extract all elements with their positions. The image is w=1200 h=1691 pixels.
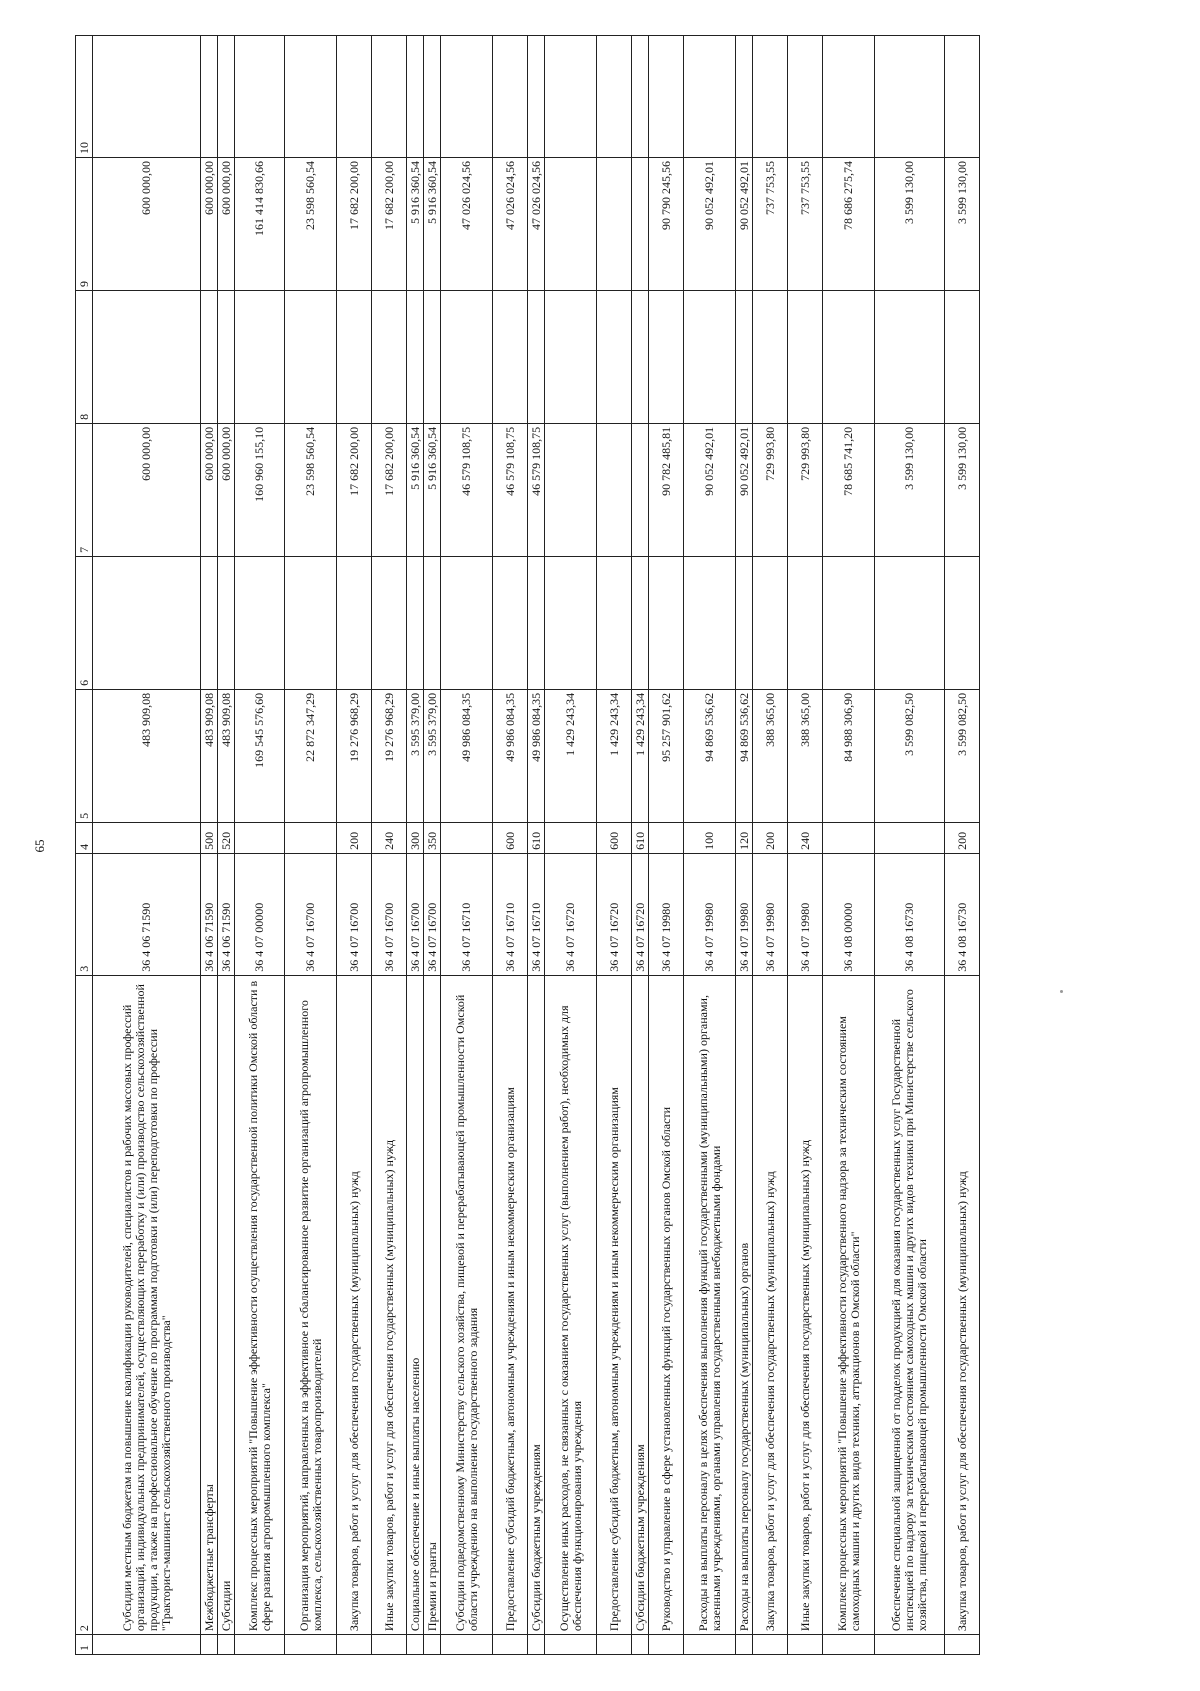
table-row — [736, 36, 753, 1655]
cell-col1 — [424, 1635, 441, 1655]
cell-col9 — [632, 157, 649, 290]
cell-vr — [649, 822, 684, 853]
cell-name: Предоставление субсидий бюджетным, автономным учреждениям и иным некоммерческим организациям — [597, 975, 632, 1634]
cell-col1 — [407, 1635, 424, 1655]
table-row — [285, 36, 337, 1655]
cell-col10 — [407, 36, 424, 158]
cell-col8 — [788, 290, 823, 423]
cell-name: Руководство и управление в сфере установленных функций государственных органов Омской области — [649, 975, 684, 1634]
cell-col9: 47 026 024,56 — [528, 157, 545, 290]
cell-code: 36 4 06 71590 — [201, 853, 218, 975]
cell-col1 — [632, 1635, 649, 1655]
cell-vr: 500 — [201, 822, 218, 853]
cell-col8 — [424, 290, 441, 423]
table-row — [201, 36, 218, 1655]
column-header-1: 1 — [76, 1635, 93, 1655]
cell-code: 36 4 07 16720 — [632, 853, 649, 975]
cell-col10 — [424, 36, 441, 158]
cell-col7: 729 993,80 — [753, 423, 788, 556]
cell-vr: 600 — [493, 822, 528, 853]
cell-col7: 5 916 360,54 — [424, 423, 441, 556]
cell-vr: 350 — [424, 822, 441, 853]
table-row — [632, 36, 649, 1655]
cell-name: Субсидии — [218, 975, 235, 1634]
table-row — [407, 36, 424, 1655]
cell-col1 — [788, 1635, 823, 1655]
cell-col8 — [597, 290, 632, 423]
cell-code: 36 4 07 16710 — [528, 853, 545, 975]
cell-col6 — [201, 556, 218, 689]
table-row — [337, 36, 372, 1655]
cell-code: 36 4 07 16710 — [493, 853, 528, 975]
cell-col1 — [235, 1635, 285, 1655]
cell-code: 36 4 07 19980 — [788, 853, 823, 975]
cell-name: Закупка товаров, работ и услуг для обеспечения государственных (муниципальных) нужд — [337, 975, 372, 1634]
cell-col9: 600 000,00 — [218, 157, 235, 290]
cell-col10 — [788, 36, 823, 158]
cell-col6 — [285, 556, 337, 689]
cell-col5: 49 986 084,35 — [441, 689, 493, 822]
cell-col7: 90 052 492,01 — [736, 423, 753, 556]
cell-code: 36 4 08 16730 — [945, 853, 980, 975]
cell-name: Организация мероприятий, направленных на эффективное и сбалансированное развитие организаций агропромышленного комплекса, сельскохозяйственных товаропроизводителей — [285, 975, 337, 1634]
cell-col8 — [823, 290, 875, 423]
scan-speck — [1060, 990, 1063, 993]
cell-col6 — [493, 556, 528, 689]
cell-col9: 3 599 130,00 — [945, 157, 980, 290]
cell-col6 — [407, 556, 424, 689]
cell-col10 — [235, 36, 285, 158]
cell-col5: 94 869 536,62 — [736, 689, 753, 822]
cell-col6 — [649, 556, 684, 689]
cell-col10 — [545, 36, 597, 158]
cell-col7 — [545, 423, 597, 556]
table-body — [93, 36, 980, 1655]
cell-col8 — [285, 290, 337, 423]
cell-col9: 5 916 360,54 — [407, 157, 424, 290]
cell-name: Обеспечение специальной защищенной от подделок продукцией для оказания государственных услуг Государственной инспекцией по надзору за техническим состоянием самоходных машин и других видов техники при Министерстве сельского хозяйства, пищевой и перерабатывающей промышленности Омской области — [875, 975, 945, 1634]
cell-col5: 3 599 082,50 — [945, 689, 980, 822]
cell-col7: 160 960 155,10 — [235, 423, 285, 556]
cell-name: Премии и гранты — [424, 975, 441, 1634]
cell-col6 — [945, 556, 980, 689]
cell-col10 — [753, 36, 788, 158]
cell-col6 — [218, 556, 235, 689]
cell-code: 36 4 07 19980 — [753, 853, 788, 975]
cell-col6 — [424, 556, 441, 689]
cell-code: 36 4 06 71590 — [93, 853, 201, 975]
cell-vr: 200 — [945, 822, 980, 853]
table-row — [597, 36, 632, 1655]
cell-col10 — [285, 36, 337, 158]
cell-col7: 46 579 108,75 — [441, 423, 493, 556]
cell-code: 36 4 07 16720 — [597, 853, 632, 975]
cell-col10 — [93, 36, 201, 158]
cell-vr — [441, 822, 493, 853]
cell-code: 36 4 07 19980 — [736, 853, 753, 975]
cell-col1 — [93, 1635, 201, 1655]
column-header-10: 10 — [76, 36, 93, 158]
cell-name: Межбюджетные трансферты — [201, 975, 218, 1634]
cell-col6 — [788, 556, 823, 689]
cell-col10 — [632, 36, 649, 158]
cell-col5: 95 257 901,62 — [649, 689, 684, 822]
cell-col9: 90 052 492,01 — [684, 157, 736, 290]
cell-col6 — [235, 556, 285, 689]
cell-col5: 19 276 968,29 — [337, 689, 372, 822]
cell-col5: 49 986 084,35 — [528, 689, 545, 822]
cell-vr: 520 — [218, 822, 235, 853]
cell-col1 — [649, 1635, 684, 1655]
cell-code: 36 4 07 16700 — [372, 853, 407, 975]
cell-col8 — [337, 290, 372, 423]
column-header-8: 8 — [76, 290, 93, 423]
cell-col9: 78 686 275,74 — [823, 157, 875, 290]
table-row — [875, 36, 945, 1655]
cell-col1 — [285, 1635, 337, 1655]
cell-col5: 1 429 243,34 — [632, 689, 649, 822]
rotated-table-container — [75, 35, 1125, 1655]
cell-vr: 200 — [337, 822, 372, 853]
cell-col6 — [684, 556, 736, 689]
table-row — [528, 36, 545, 1655]
cell-col9: 17 682 200,00 — [337, 157, 372, 290]
column-header-6: 6 — [76, 556, 93, 689]
cell-vr: 120 — [736, 822, 753, 853]
cell-name: Предоставление субсидий бюджетным, автономным учреждениям и иным некоммерческим организациям — [493, 975, 528, 1634]
cell-col9: 600 000,00 — [93, 157, 201, 290]
cell-vr — [235, 822, 285, 853]
table-row — [945, 36, 980, 1655]
cell-col6 — [441, 556, 493, 689]
cell-col7: 600 000,00 — [93, 423, 201, 556]
cell-name: Комплекс процессных мероприятий "Повышение эффективности осуществления государственной политики Омской области в сфере развития агропромышленного комплекса" — [235, 975, 285, 1634]
cell-col1 — [528, 1635, 545, 1655]
cell-col9: 5 916 360,54 — [424, 157, 441, 290]
cell-col8 — [201, 290, 218, 423]
cell-col6 — [823, 556, 875, 689]
cell-col8 — [545, 290, 597, 423]
table-row — [788, 36, 823, 1655]
cell-vr — [875, 822, 945, 853]
cell-col1 — [736, 1635, 753, 1655]
cell-vr: 200 — [753, 822, 788, 853]
cell-col8 — [945, 290, 980, 423]
column-header-9: 9 — [76, 157, 93, 290]
cell-code: 36 4 08 16730 — [875, 853, 945, 975]
table-row — [823, 36, 875, 1655]
cell-col10 — [441, 36, 493, 158]
cell-col9: 3 599 130,00 — [875, 157, 945, 290]
cell-col5: 3 599 082,50 — [875, 689, 945, 822]
cell-name: Иные закупки товаров, работ и услуг для обеспечения государственных (муниципальных) нужд — [788, 975, 823, 1634]
cell-name: Субсидии бюджетным учреждениям — [632, 975, 649, 1634]
cell-col9: 737 753,55 — [788, 157, 823, 290]
cell-col1 — [441, 1635, 493, 1655]
cell-col10 — [372, 36, 407, 158]
cell-col5: 388 365,00 — [753, 689, 788, 822]
cell-vr — [93, 822, 201, 853]
cell-col5: 388 365,00 — [788, 689, 823, 822]
cell-col6 — [875, 556, 945, 689]
cell-col8 — [875, 290, 945, 423]
cell-vr: 300 — [407, 822, 424, 853]
cell-col7: 78 685 741,20 — [823, 423, 875, 556]
cell-col7: 90 052 492,01 — [684, 423, 736, 556]
table-row — [424, 36, 441, 1655]
cell-code: 36 4 06 71590 — [218, 853, 235, 975]
table-row — [441, 36, 493, 1655]
cell-vr: 610 — [632, 822, 649, 853]
cell-col5: 169 545 576,60 — [235, 689, 285, 822]
column-header-5: 5 — [76, 689, 93, 822]
cell-col7: 17 682 200,00 — [337, 423, 372, 556]
cell-col8 — [632, 290, 649, 423]
cell-col9: 90 052 492,01 — [736, 157, 753, 290]
cell-col10 — [823, 36, 875, 158]
cell-col7: 729 993,80 — [788, 423, 823, 556]
cell-col9: 47 026 024,56 — [493, 157, 528, 290]
cell-name: Закупка товаров, работ и услуг для обеспечения государственных (муниципальных) нужд — [753, 975, 788, 1634]
cell-col6 — [93, 556, 201, 689]
cell-name: Субсидии местным бюджетам на повышение квалификации руководителей, специалистов и рабочих массовых профессий организаций, индивидуальных предпринимателей, осуществляющих переработку и (или) производство сельскохозяйственной продукции, а также на профессиональное обучение по программам подготовки и (или) переподготовки по профессии "Тракторист-машинист сельскохозяйственного производства" — [93, 975, 201, 1634]
cell-col5: 483 909,08 — [201, 689, 218, 822]
cell-col1 — [218, 1635, 235, 1655]
cell-code: 36 4 08 00000 — [823, 853, 875, 975]
cell-col10 — [875, 36, 945, 158]
cell-col1 — [337, 1635, 372, 1655]
cell-col5: 19 276 968,29 — [372, 689, 407, 822]
cell-col9: 90 790 245,56 — [649, 157, 684, 290]
table-row — [649, 36, 684, 1655]
cell-col5: 1 429 243,34 — [545, 689, 597, 822]
cell-col10 — [337, 36, 372, 158]
cell-col9: 23 598 560,54 — [285, 157, 337, 290]
cell-col7: 17 682 200,00 — [372, 423, 407, 556]
cell-col10 — [201, 36, 218, 158]
cell-code: 36 4 07 16700 — [337, 853, 372, 975]
cell-col7: 600 000,00 — [218, 423, 235, 556]
cell-col8 — [528, 290, 545, 423]
cell-code: 36 4 07 00000 — [235, 853, 285, 975]
cell-vr: 600 — [597, 822, 632, 853]
cell-col7: 46 579 108,75 — [493, 423, 528, 556]
table-row — [684, 36, 736, 1655]
cell-col7 — [632, 423, 649, 556]
cell-col7 — [597, 423, 632, 556]
cell-vr: 100 — [684, 822, 736, 853]
header-row — [76, 36, 93, 1655]
cell-col9: 600 000,00 — [201, 157, 218, 290]
cell-col6 — [545, 556, 597, 689]
cell-col7: 46 579 108,75 — [528, 423, 545, 556]
cell-name: Социальное обеспечение и иные выплаты населению — [407, 975, 424, 1634]
cell-name: Субсидии бюджетным учреждениям — [528, 975, 545, 1634]
cell-col6 — [597, 556, 632, 689]
table-row — [93, 36, 201, 1655]
cell-col1 — [597, 1635, 632, 1655]
cell-col1 — [875, 1635, 945, 1655]
cell-col10 — [493, 36, 528, 158]
cell-col1 — [201, 1635, 218, 1655]
cell-col9: 737 753,55 — [753, 157, 788, 290]
cell-col5: 1 429 243,34 — [597, 689, 632, 822]
cell-col6 — [372, 556, 407, 689]
column-header-7: 7 — [76, 423, 93, 556]
cell-name: Субсидии подведомственному Министерству сельского хозяйства, пищевой и перерабатывающей промышленности Омской области учреждению на выполнение государственного задания — [441, 975, 493, 1634]
cell-col1 — [945, 1635, 980, 1655]
cell-col5: 22 872 347,29 — [285, 689, 337, 822]
cell-col7: 600 000,00 — [201, 423, 218, 556]
page-number: 65 — [32, 839, 47, 853]
cell-name: Осуществление иных расходов, не связанных с оказанием государственных услуг (выполнением работ), необходимых для обеспечения функционирования учреждения — [545, 975, 597, 1634]
cell-col6 — [528, 556, 545, 689]
cell-col10 — [736, 36, 753, 158]
cell-col8 — [493, 290, 528, 423]
cell-code: 36 4 07 16720 — [545, 853, 597, 975]
cell-col8 — [441, 290, 493, 423]
column-header-2: 2 — [76, 975, 93, 1634]
cell-name: Иные закупки товаров, работ и услуг для обеспечения государственных (муниципальных) нужд — [372, 975, 407, 1634]
table-row — [235, 36, 285, 1655]
cell-col1 — [823, 1635, 875, 1655]
cell-col5: 483 909,08 — [218, 689, 235, 822]
cell-code: 36 4 07 16700 — [407, 853, 424, 975]
cell-col5: 49 986 084,35 — [493, 689, 528, 822]
cell-col9: 47 026 024,56 — [441, 157, 493, 290]
table-row — [545, 36, 597, 1655]
cell-col1 — [372, 1635, 407, 1655]
cell-col1 — [684, 1635, 736, 1655]
cell-col8 — [736, 290, 753, 423]
cell-col9: 17 682 200,00 — [372, 157, 407, 290]
cell-vr — [545, 822, 597, 853]
cell-col6 — [753, 556, 788, 689]
cell-col7: 90 782 485,81 — [649, 423, 684, 556]
cell-name: Закупка товаров, работ и услуг для обеспечения государственных (муниципальных) нужд — [945, 975, 980, 1634]
cell-col8 — [684, 290, 736, 423]
cell-col10 — [649, 36, 684, 158]
cell-col5: 94 869 536,62 — [684, 689, 736, 822]
cell-code: 36 4 07 16710 — [441, 853, 493, 975]
cell-col1 — [493, 1635, 528, 1655]
cell-col10 — [945, 36, 980, 158]
cell-col6 — [632, 556, 649, 689]
cell-vr — [823, 822, 875, 853]
cell-col7: 3 599 130,00 — [945, 423, 980, 556]
cell-col10 — [218, 36, 235, 158]
cell-vr — [285, 822, 337, 853]
cell-col9: 161 414 830,66 — [235, 157, 285, 290]
cell-col10 — [684, 36, 736, 158]
table-row — [753, 36, 788, 1655]
cell-col8 — [218, 290, 235, 423]
column-header-3: 3 — [76, 853, 93, 975]
cell-col7: 3 599 130,00 — [875, 423, 945, 556]
cell-col6 — [736, 556, 753, 689]
budget-table — [75, 35, 980, 1655]
cell-code: 36 4 07 19980 — [684, 853, 736, 975]
cell-col5: 3 595 379,00 — [424, 689, 441, 822]
cell-col8 — [93, 290, 201, 423]
cell-col9 — [597, 157, 632, 290]
cell-code: 36 4 07 16700 — [285, 853, 337, 975]
table-row — [218, 36, 235, 1655]
cell-name: Комплекс процессных мероприятий "Повышение эффективности государственного надзора за техническим состоянием самоходных машин и других видов техники, аттракционов в Омской области" — [823, 975, 875, 1634]
cell-vr: 610 — [528, 822, 545, 853]
cell-col8 — [649, 290, 684, 423]
cell-col5: 483 909,08 — [93, 689, 201, 822]
cell-col10 — [597, 36, 632, 158]
cell-code: 36 4 07 16700 — [424, 853, 441, 975]
cell-name: Расходы на выплаты персоналу государственных (муниципальных) органов — [736, 975, 753, 1634]
cell-col8 — [407, 290, 424, 423]
cell-vr: 240 — [372, 822, 407, 853]
cell-col1 — [545, 1635, 597, 1655]
cell-col7: 23 598 560,54 — [285, 423, 337, 556]
cell-col10 — [528, 36, 545, 158]
cell-col7: 5 916 360,54 — [407, 423, 424, 556]
cell-col6 — [337, 556, 372, 689]
cell-col5: 84 988 306,90 — [823, 689, 875, 822]
table-row — [493, 36, 528, 1655]
cell-col9 — [545, 157, 597, 290]
table-row — [372, 36, 407, 1655]
cell-code: 36 4 07 19980 — [649, 853, 684, 975]
cell-col8 — [235, 290, 285, 423]
cell-vr: 240 — [788, 822, 823, 853]
cell-col8 — [753, 290, 788, 423]
cell-col5: 3 595 379,00 — [407, 689, 424, 822]
cell-name: Расходы на выплаты персоналу в целях обеспечения выполнения функций государственными (муниципальными) органами, казенными учреждениями, органами управления государственными внебюджетными фондами — [684, 975, 736, 1634]
cell-col8 — [372, 290, 407, 423]
cell-col1 — [753, 1635, 788, 1655]
column-header-4: 4 — [76, 822, 93, 853]
